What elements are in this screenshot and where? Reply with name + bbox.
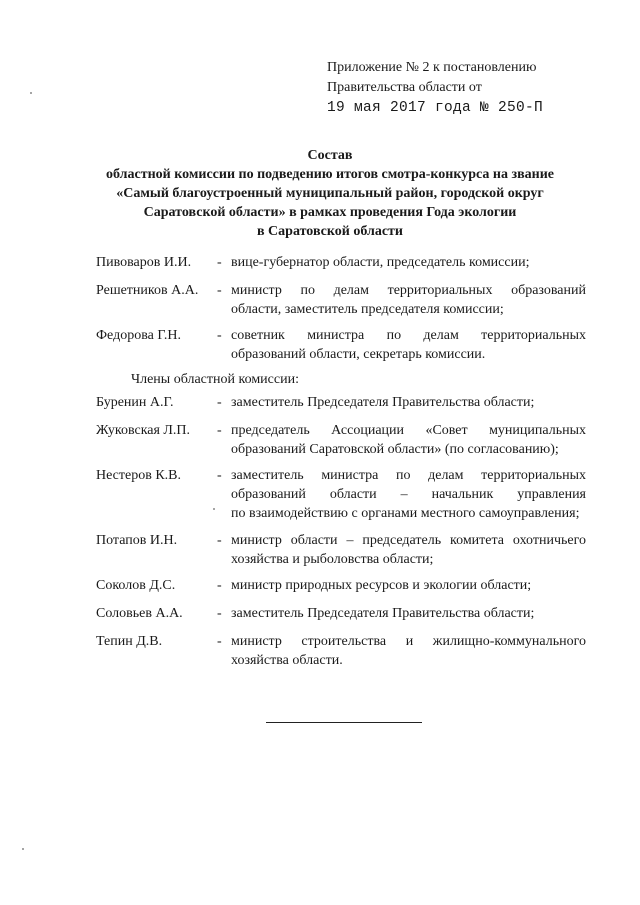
member-role-line: министр по делам территориальных образований (231, 283, 586, 298)
member-role-line: министр природных ресурсов и экологии области; (231, 578, 532, 593)
member-role (231, 466, 586, 523)
scan-speck (213, 508, 215, 510)
member-dash: - (217, 578, 222, 593)
member-role-line: по взаимодействию с органами местного самоуправления; (231, 506, 580, 521)
member-role (231, 531, 586, 569)
member-dash: - (217, 468, 222, 483)
member-name: Решетников А.А. (96, 283, 199, 298)
appendix-date-line: 19 мая 2017 года № 250-П (327, 100, 544, 116)
member-name: Пивоваров И.И. (96, 255, 192, 270)
member-role (231, 632, 586, 670)
member-role-line: министр области – председатель комитета охотничьего (231, 533, 586, 548)
member-name: Нестеров К.В. (96, 468, 182, 483)
title-line-4: Саратовской области» в рамках проведения Года экологии (143, 205, 517, 220)
member-role (231, 604, 586, 623)
member-role-line: хозяйства области. (231, 653, 343, 668)
member-role-line: заместитель Председателя Правительства области; (231, 395, 535, 410)
document-title (60, 146, 600, 241)
member-role-line: образований Саратовской области» (по согласованию); (231, 442, 559, 457)
member-role-line: хозяйства и рыболовства области; (231, 552, 434, 567)
member-name: Потапов И.Н. (96, 533, 178, 548)
scan-speck (22, 848, 24, 850)
members-heading: Члены областной комиссии: (131, 372, 299, 387)
member-name: Соколов Д.С. (96, 578, 176, 593)
member-dash: - (217, 255, 222, 270)
member-role-line: советник министра по делам территориальных (231, 328, 586, 343)
appendix-line-1: Приложение № 2 к постановлению (327, 60, 537, 75)
member-dash: - (217, 328, 222, 343)
member-role (231, 281, 586, 319)
member-dash: - (217, 423, 222, 438)
member-dash: - (217, 634, 222, 649)
title-line-1: Состав (307, 148, 353, 163)
member-name: Федорова Г.Н. (96, 328, 181, 343)
member-role-line: вице-губернатор области, председатель комиссии; (231, 255, 530, 270)
scan-speck (30, 92, 32, 94)
member-role (231, 421, 586, 459)
member-role-line: председатель Ассоциации «Совет муниципальных (231, 423, 586, 438)
member-dash: - (217, 395, 222, 410)
member-role-line: образований области, секретарь комиссии. (231, 347, 486, 362)
member-role (231, 326, 586, 364)
appendix-header (327, 58, 617, 118)
member-dash: - (217, 533, 222, 548)
member-name: Жуковская Л.П. (96, 423, 191, 438)
member-role (231, 576, 586, 595)
member-role-line: министр строительства и жилищно-коммунального (231, 634, 586, 649)
closing-rule (266, 722, 422, 723)
title-line-3: «Самый благоустроенный муниципальный район, городской округ (116, 186, 544, 201)
appendix-line-2: Правительства области от (327, 80, 482, 95)
member-role-line: области, заместитель председателя комиссии; (231, 302, 504, 317)
member-name: Соловьев А.А. (96, 606, 183, 621)
title-line-2: областной комиссии по подведению итогов смотра-конкурса на звание (106, 167, 554, 182)
member-role-line: образований области – начальник управления (231, 487, 586, 502)
title-line-5: в Саратовской области (257, 224, 403, 239)
member-name: Буренин А.Г. (96, 395, 174, 410)
member-dash: - (217, 283, 222, 298)
member-name: Тепин Д.В. (96, 634, 163, 649)
member-dash: - (217, 606, 222, 621)
member-role (231, 393, 586, 412)
member-role-line: заместитель Председателя Правительства области; (231, 606, 535, 621)
member-role (231, 253, 586, 272)
member-role-line: заместитель министра по делам территориальных (231, 468, 586, 483)
